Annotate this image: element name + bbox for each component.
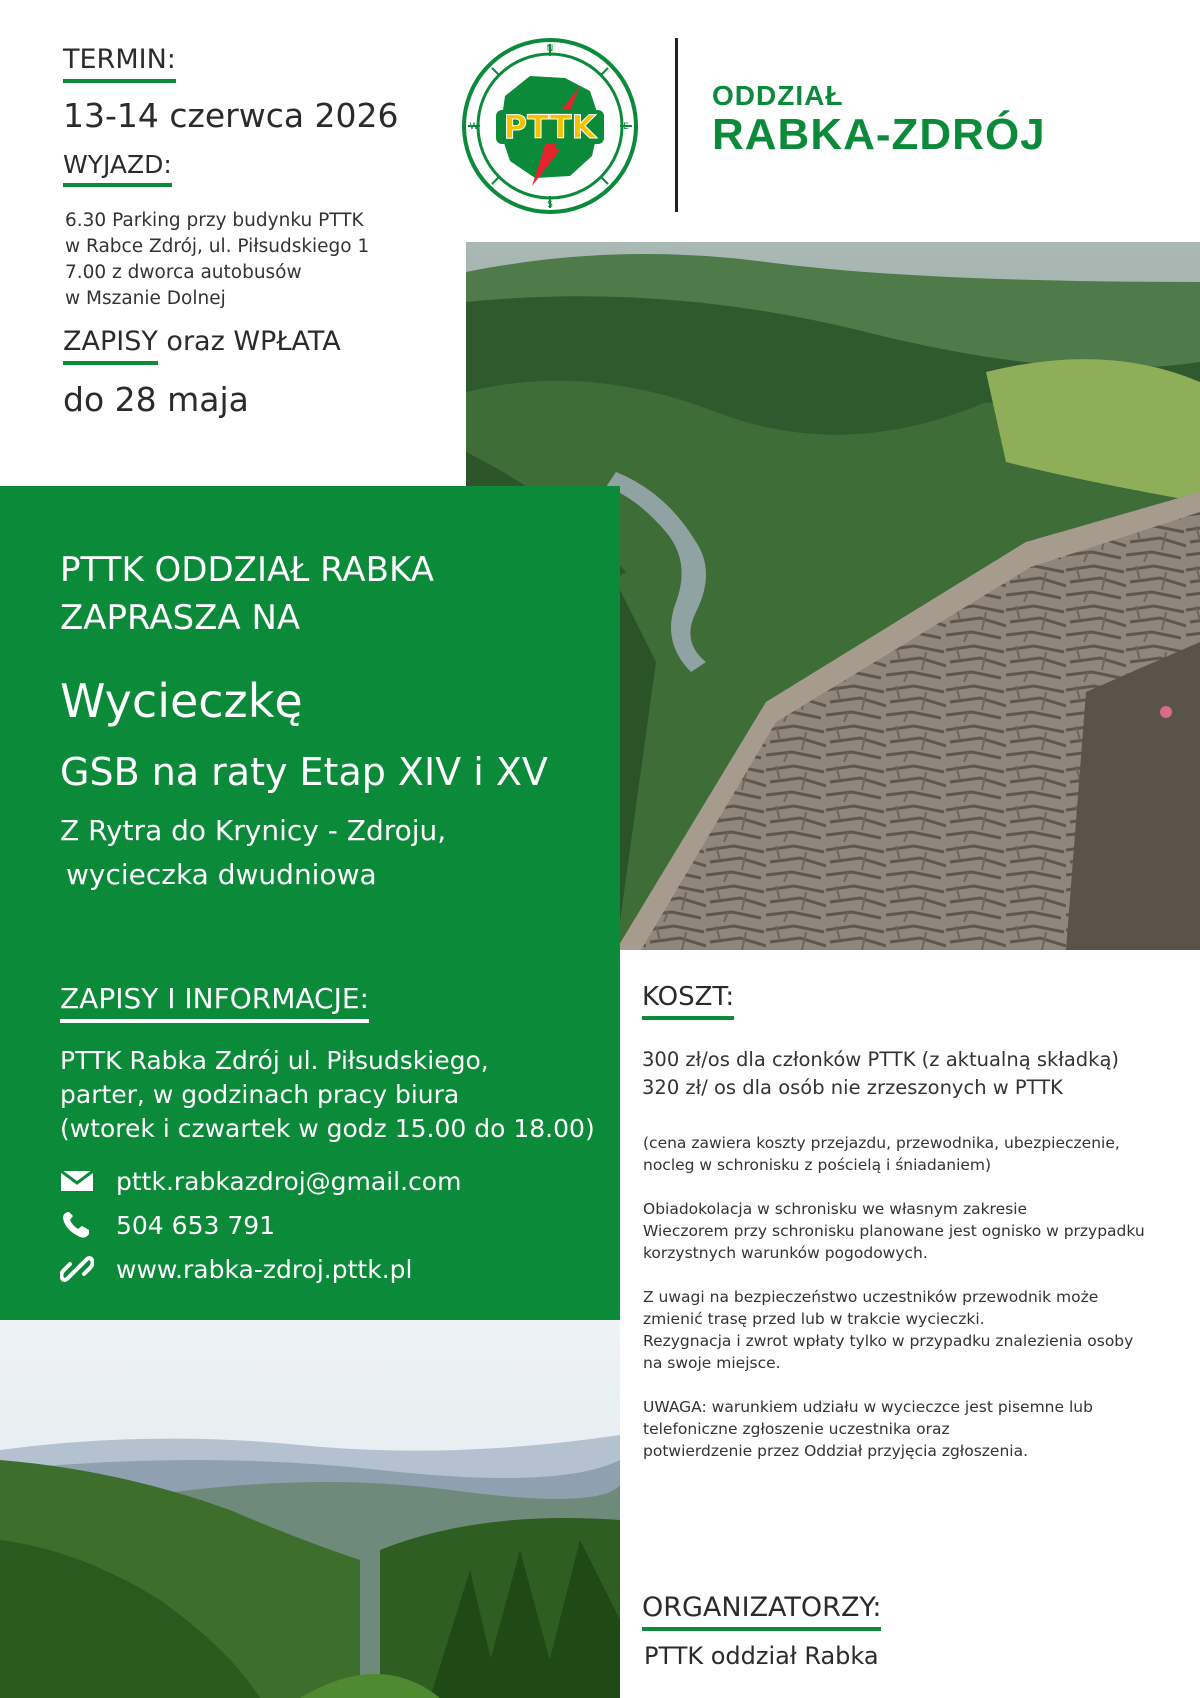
invite-intro: [60, 546, 434, 642]
wyjazd-line: w Mszanie Dolnej: [65, 288, 226, 309]
compass-n: N: [546, 44, 554, 54]
invitation-panel: [0, 486, 620, 1320]
phone-number[interactable]: 504 653 791: [116, 1210, 276, 1240]
branch-line2: RABKA-ZDRÓJ: [712, 110, 1046, 159]
zapisy-deadline: do 28 maja: [63, 380, 249, 419]
invite-line2: ZAPRASZA NA: [60, 598, 301, 638]
cost-notes: [643, 1132, 1183, 1462]
email-link[interactable]: pttk.rabkazdroj@gmail.com: [116, 1166, 462, 1196]
contact-address: [60, 1044, 595, 1146]
phone-row[interactable]: [60, 1210, 275, 1240]
branch-name: [712, 80, 1046, 160]
cost-prices: [642, 1046, 1119, 1102]
trip-title: Wycieczkę: [60, 674, 303, 728]
contact-line: parter, w godzinach pracy biura: [60, 1080, 460, 1109]
pttk-logo: [460, 36, 640, 216]
mountains-photo: [0, 1320, 620, 1698]
website-link[interactable]: www.rabka-zdroj.pttk.pl: [116, 1254, 413, 1284]
organizers-value: PTTK oddział Rabka: [644, 1642, 879, 1670]
price-line: 320 zł/ os dla osób nie zrzeszonych w PTTK: [642, 1076, 1063, 1099]
cost-note: (cena zawiera koszty przejazdu, przewodnika, ubezpieczenie, nocleg w schronisku z pościelą i śniadaniem): [643, 1134, 1120, 1174]
trip-route: Z Rytra do Krynicy - Zdroju,: [60, 814, 447, 847]
contact-line: PTTK Rabka Zdrój ul. Piłsudskiego,: [60, 1046, 489, 1075]
cost-note: Obiadokolacja w schronisku we własnym zakresie Wieczorem przy schronisku planowane jest ognisko w przypadku korzystnych warunków pogodowych.: [643, 1200, 1145, 1262]
price-line: 300 zł/os dla członków PTTK (z aktualną składką): [642, 1048, 1120, 1071]
invite-line1: PTTK ODDZIAŁ RABKA: [60, 550, 434, 590]
zapisy-label: ZAPISY oraz WPŁATA: [63, 326, 341, 365]
compass-s: S: [547, 200, 553, 210]
trip-subtitle: GSB na raty Etap XIV i XV: [60, 750, 548, 794]
wyjazd-line: w Rabce Zdrój, ul. Piłsudskiego 1: [65, 236, 370, 257]
organizers-heading: ORGANIZATORZY:: [642, 1592, 881, 1631]
email-row[interactable]: [60, 1166, 461, 1196]
cost-note: Z uwagi na bezpieczeństwo uczestników przewodnik może zmienić trasę przed lub w trakcie wycieczki. Rezygnacja i zwrot wpłaty tylko w przypadku znalezienia osoby na swoje miejsce.: [643, 1288, 1134, 1372]
wyjazd-details: [65, 208, 369, 312]
termin-label: TERMIN:: [63, 44, 176, 83]
envelope-icon: [60, 1166, 94, 1196]
contact-line: (wtorek i czwartek w godz 15.00 do 18.00): [60, 1114, 595, 1143]
trip-kind: wycieczka dwudniowa: [66, 858, 377, 891]
phone-icon: [60, 1210, 94, 1240]
wyjazd-label: WYJAZD:: [63, 150, 172, 187]
branch-line1: ODDZIAŁ: [712, 80, 844, 111]
cost-heading: KOSZT:: [642, 982, 734, 1020]
cost-note: UWAGA: warunkiem udziału w wycieczce jest pisemne lub telefoniczne zgłoszenie uczestnika oraz potwierdzenie przez Oddział przyjęcia zgłoszenia.: [643, 1398, 1093, 1460]
wyjazd-line: 7.00 z dworca autobusów: [65, 262, 302, 283]
wyjazd-line: 6.30 Parking przy budynku PTTK: [65, 210, 364, 231]
website-row[interactable]: [60, 1254, 412, 1284]
compass-w: W: [469, 122, 479, 132]
contact-heading: ZAPISY I INFORMACJE:: [60, 982, 369, 1023]
termin-value: 13-14 czerwca 2026: [63, 96, 399, 135]
link-icon: [60, 1254, 94, 1284]
header-divider: [675, 38, 678, 212]
logo-text: PTTK: [503, 108, 597, 146]
compass-e: E: [623, 122, 629, 132]
